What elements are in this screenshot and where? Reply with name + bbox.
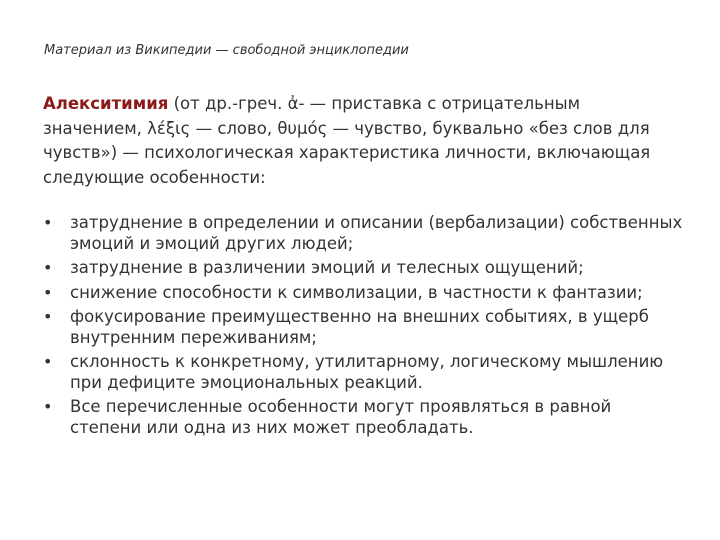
list-item bbox=[43, 352, 683, 393]
bullet-icon: • bbox=[43, 307, 53, 326]
bullet-icon: • bbox=[43, 213, 53, 232]
list-item bbox=[43, 397, 683, 438]
list-item-text: Все перечисленные особенности могут проявляться в равной степени или одна из них может преобладать. bbox=[70, 397, 612, 437]
definition-text: (от др.-греч. ἀ- — приставка с отрицательным значением, λέξις — слово, θυμός — чувство, буквально «без слов для чувств») — психологическая характеристика личности, включающая следующие особенности: bbox=[43, 94, 651, 187]
list-item-text: затруднение в различении эмоций и телесных ощущений; bbox=[70, 258, 584, 277]
list-item bbox=[43, 307, 683, 348]
features-list bbox=[43, 213, 683, 442]
bullet-icon: • bbox=[43, 397, 53, 416]
list-item bbox=[43, 258, 683, 279]
list-item-text: затруднение в определении и описании (вербализации) собственных эмоций и эмоций других людей; bbox=[70, 213, 683, 253]
list-item bbox=[43, 283, 683, 304]
bullet-icon: • bbox=[43, 352, 53, 371]
list-item-text: фокусирование преимущественно на внешних событиях, в ущерб внутренним переживаниям; bbox=[70, 307, 649, 347]
list-item-text: склонность к конкретному, утилитарному, логическому мышлению при дефиците эмоциональных реакций. bbox=[70, 352, 664, 392]
source-caption: Материал из Википедии — свободной энциклопедии bbox=[44, 43, 409, 58]
term-heading: Алекситимия bbox=[43, 94, 169, 113]
list-item-text: снижение способности к символизации, в частности к фантазии; bbox=[70, 282, 643, 302]
definition-paragraph bbox=[43, 92, 673, 190]
bullet-icon: • bbox=[43, 282, 53, 302]
list-item bbox=[43, 213, 683, 254]
bullet-icon: • bbox=[43, 258, 53, 277]
